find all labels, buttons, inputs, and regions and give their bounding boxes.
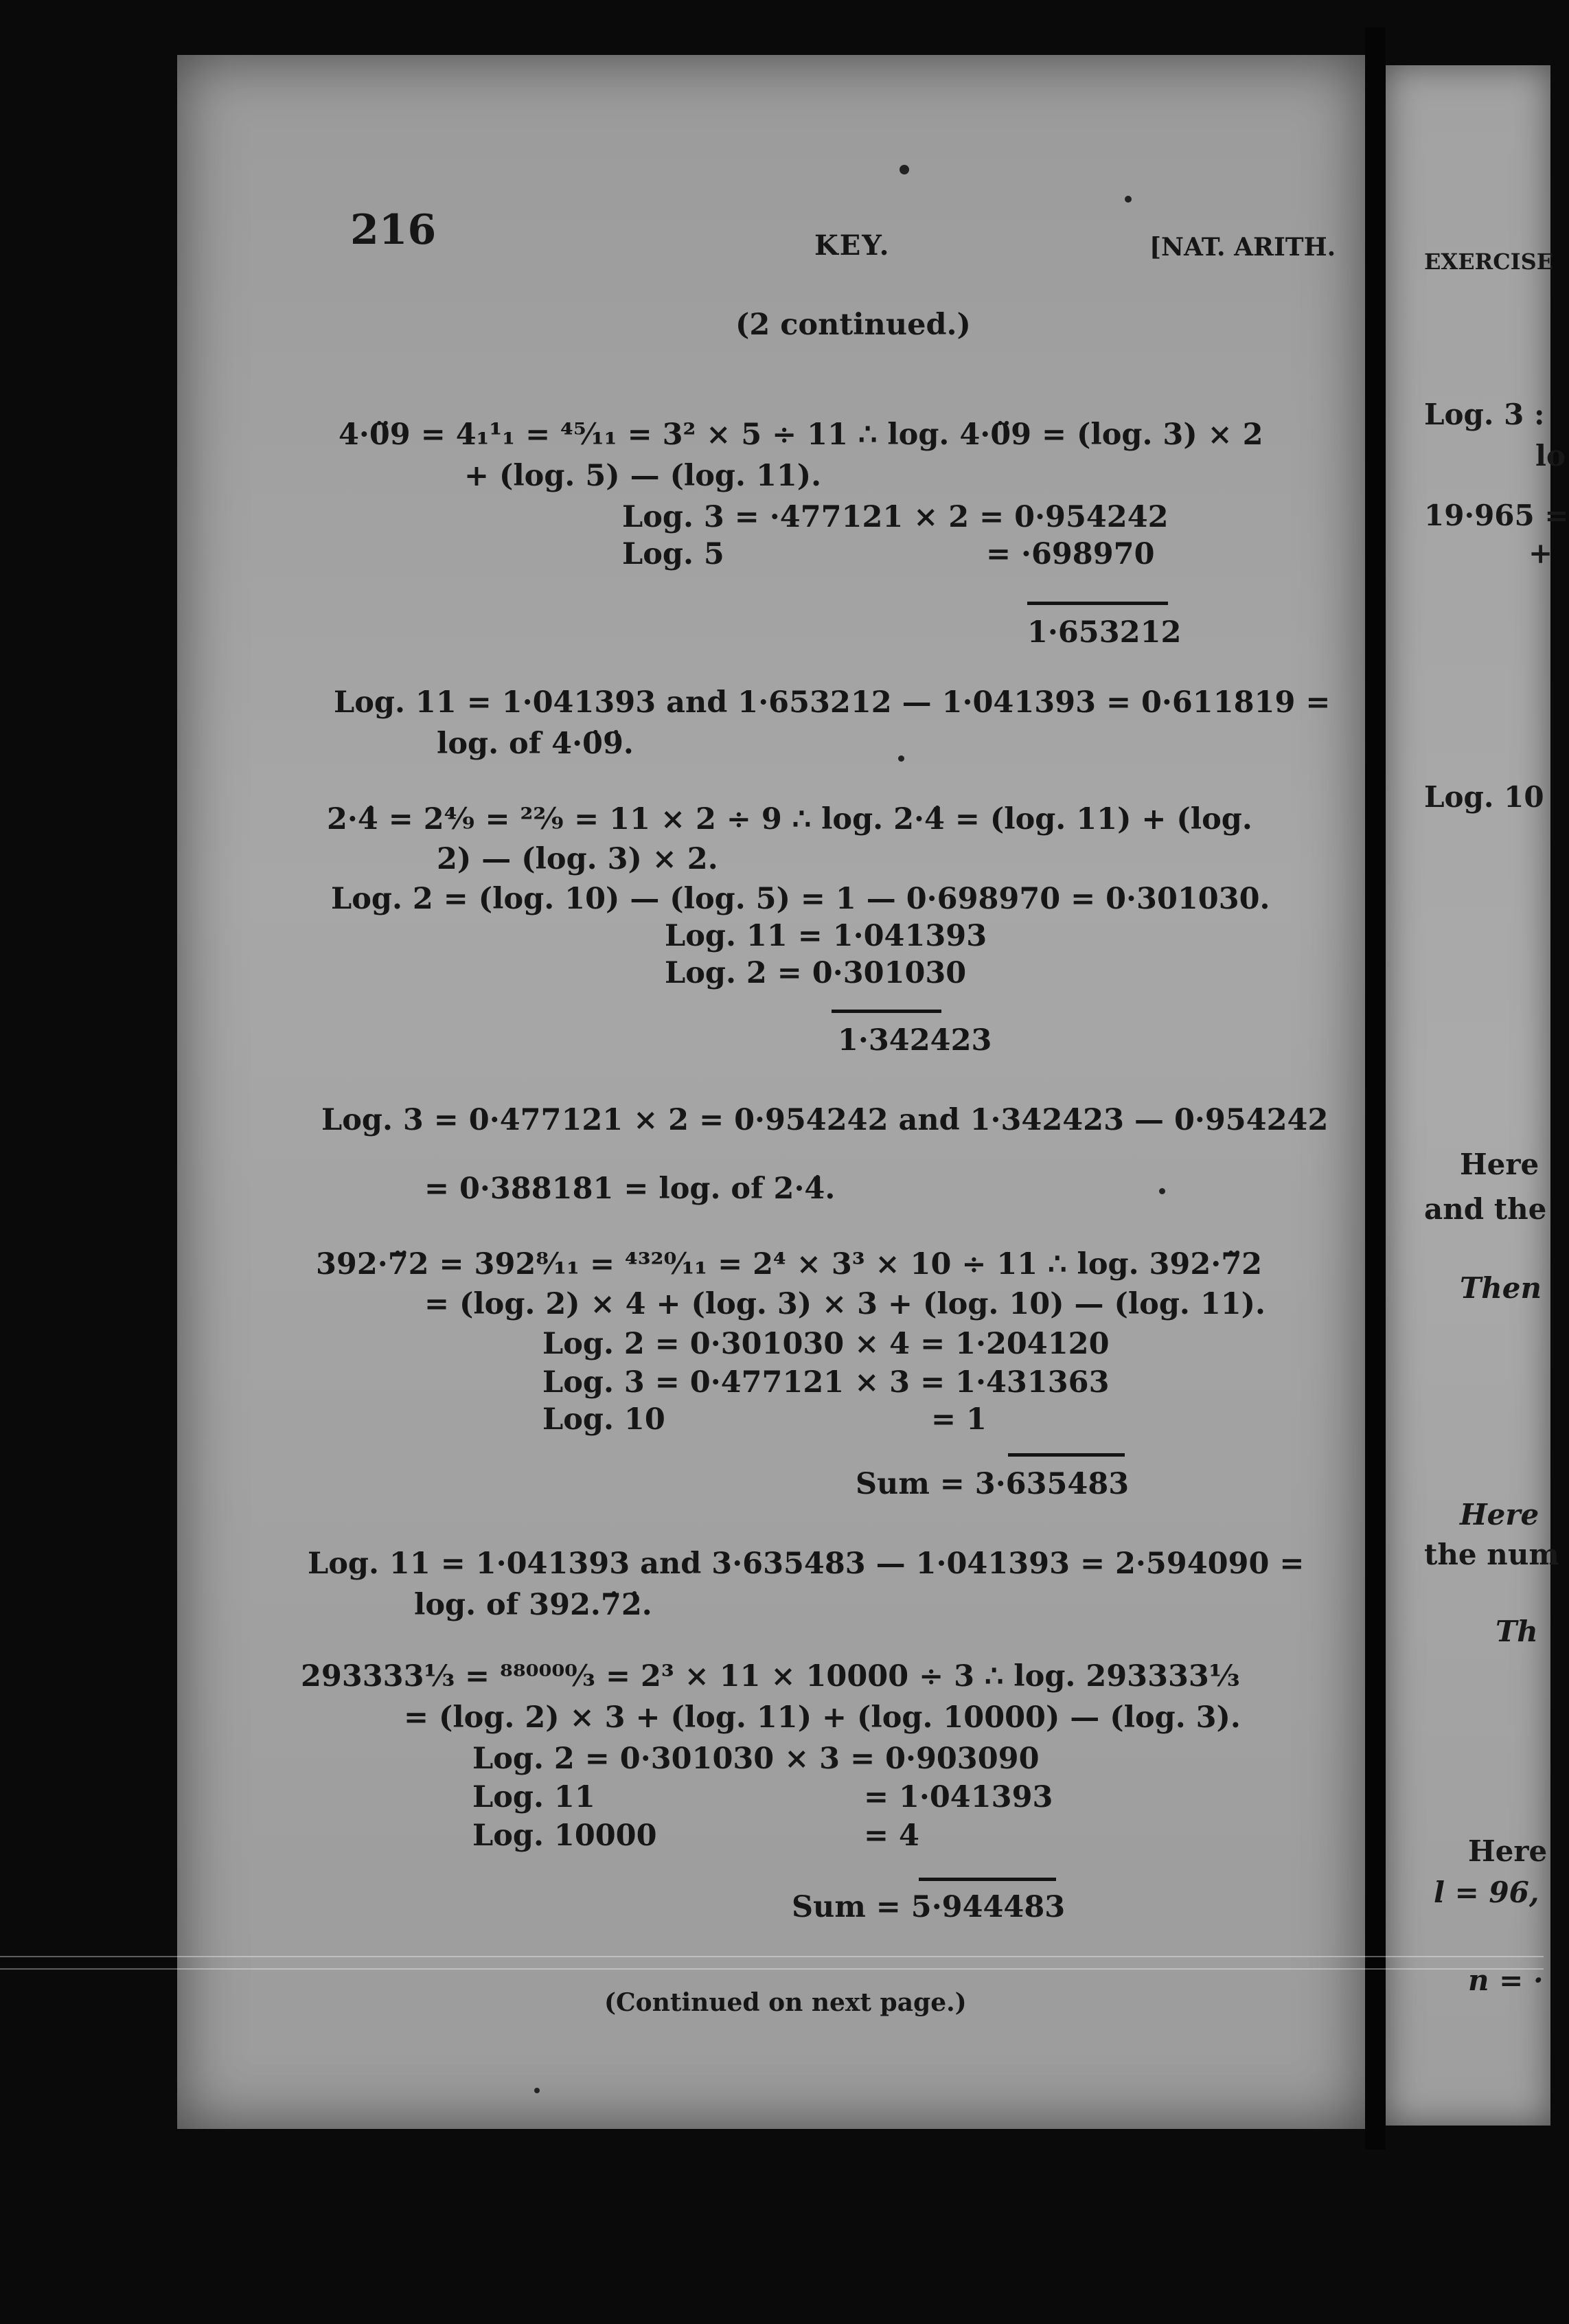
sum-rule [1008, 1453, 1125, 1457]
scan-artifact-line [0, 1956, 1544, 1957]
equation-line: Log. 3 = ·477121 × 2 = 0·954242 [622, 500, 1169, 534]
equation-line: Log. 2 = 0·301030 × 4 = 1·204120 [542, 1327, 1110, 1361]
equation-line: + (log. 5) — (log. 11). [464, 459, 822, 493]
sum-rule [832, 1010, 941, 1013]
equation-line: Log. 11 [472, 1780, 595, 1814]
equation-line: Log. 11 = 1·041393 and 3·635483 — 1·041393 = 2·594090 = [308, 1547, 1305, 1581]
equation-line: Log. 5 [622, 537, 724, 571]
dust-speck [534, 2088, 540, 2093]
right-page-text: Here [1460, 1498, 1539, 1531]
equation-line: 392·7̈2 = 392⁸⁄₁₁ = ⁴³²⁰⁄₁₁ = 2⁴ × 3³ × 10 ÷ 11 ∴ log. 392·7̈2 [316, 1247, 1263, 1281]
page-gutter [1365, 27, 1386, 2150]
equation-line: Log. 10 [542, 1402, 665, 1437]
equation-line: Log. 2 = 0·301030 × 3 = 0·903090 [472, 1742, 1040, 1776]
right-page-text: Log. 10 [1424, 780, 1544, 814]
right-page-text: + [1528, 536, 1553, 570]
left-book-page [177, 55, 1365, 2129]
equation-line: 293333⅓ = ⁸⁸⁰⁰⁰⁰⁄₃ = 2³ × 11 × 10000 ÷ 3 ∴ log. 293333⅓ [301, 1659, 1240, 1694]
right-page-text: n = · [1468, 1963, 1544, 1997]
sum-value: Sum = 3·635483 [856, 1467, 1130, 1501]
equation-value: = 4 [864, 1819, 919, 1853]
equation-line: Log. 10000 [472, 1819, 657, 1853]
dust-speck [900, 165, 909, 174]
dust-speck [898, 755, 904, 762]
right-page-text: EXERCISE [1424, 249, 1554, 275]
right-page-text: Here [1468, 1834, 1548, 1868]
right-page-text: Here [1460, 1148, 1539, 1181]
equation-value: = 1 [931, 1402, 987, 1437]
right-page-text: and the [1424, 1192, 1547, 1226]
equation-line: Log. 3 = 0·477121 × 3 = 1·431363 [542, 1365, 1110, 1400]
dust-speck [1125, 196, 1132, 203]
sum-rule [1027, 602, 1168, 605]
equation-line: 4·0̈9 = 4₁¹₁ = ⁴⁵⁄₁₁ = 3² × 5 ÷ 11 ∴ log. 4·0̈9 = (log. 3) × 2 [339, 418, 1263, 452]
right-page-text: the num [1424, 1538, 1559, 1571]
sum-value: 1·342423 [838, 1023, 992, 1058]
right-page-text: lo [1535, 439, 1566, 472]
continued-footer: (Continued on next page.) [604, 1988, 967, 2017]
running-head: [NAT. ARITH. [1149, 233, 1336, 262]
sum-value: Sum = 5·944483 [792, 1890, 1066, 1924]
equation-line: Log. 11 = 1·041393 [665, 919, 987, 953]
sum-value: 1·653212 [1027, 615, 1182, 650]
equation-line: Log. 2 = (log. 10) — (log. 5) = 1 — 0·698970 = 0·301030. [331, 882, 1270, 916]
equation-line: 2) — (log. 3) × 2. [437, 842, 718, 876]
scan-artifact-line [0, 1968, 1544, 1970]
right-page-text: Th [1496, 1615, 1538, 1648]
equation-line: Log. 11 = 1·041393 and 1·653212 — 1·041393 = 0·611819 = [334, 685, 1331, 720]
equation-value: = 1·041393 [864, 1780, 1053, 1814]
equation-line: log. of 4·0̇9̇. [437, 727, 634, 761]
equation-line: 2·4̇ = 2⁴⁄₉ = ²²⁄₉ = 11 × 2 ÷ 9 ∴ log. 2·4̇ = (log. 11) + (log. [327, 802, 1252, 836]
equation-line: Log. 3 = 0·477121 × 2 = 0·954242 and 1·342423 — 0·954242 [321, 1103, 1329, 1137]
equation-line: = 0·388181 = log. of 2·4̇. [424, 1172, 836, 1206]
equation-line: Log. 2 = 0·301030 [665, 956, 967, 990]
equation-line: = (log. 2) × 4 + (log. 3) × 3 + (log. 10) — (log. 11). [424, 1287, 1265, 1321]
page-header-title: KEY. [814, 229, 891, 262]
right-page-text: Then [1460, 1271, 1542, 1305]
sum-rule [919, 1878, 1056, 1881]
right-page-text: Log. 3 : [1424, 398, 1545, 431]
right-page-text: 19·965 = [1424, 499, 1569, 532]
section-subheading: (2 continued.) [735, 308, 971, 342]
equation-line: = (log. 2) × 3 + (log. 11) + (log. 10000) — (log. 3). [404, 1700, 1241, 1735]
page-number: 216 [350, 206, 437, 254]
dust-speck [1159, 1188, 1165, 1194]
right-book-page [1386, 65, 1569, 2126]
equation-value: = ·698970 [986, 537, 1155, 571]
equation-line: log. of 392.7̇2̇. [414, 1588, 652, 1622]
right-page-text: l = 96, [1434, 1876, 1539, 1909]
